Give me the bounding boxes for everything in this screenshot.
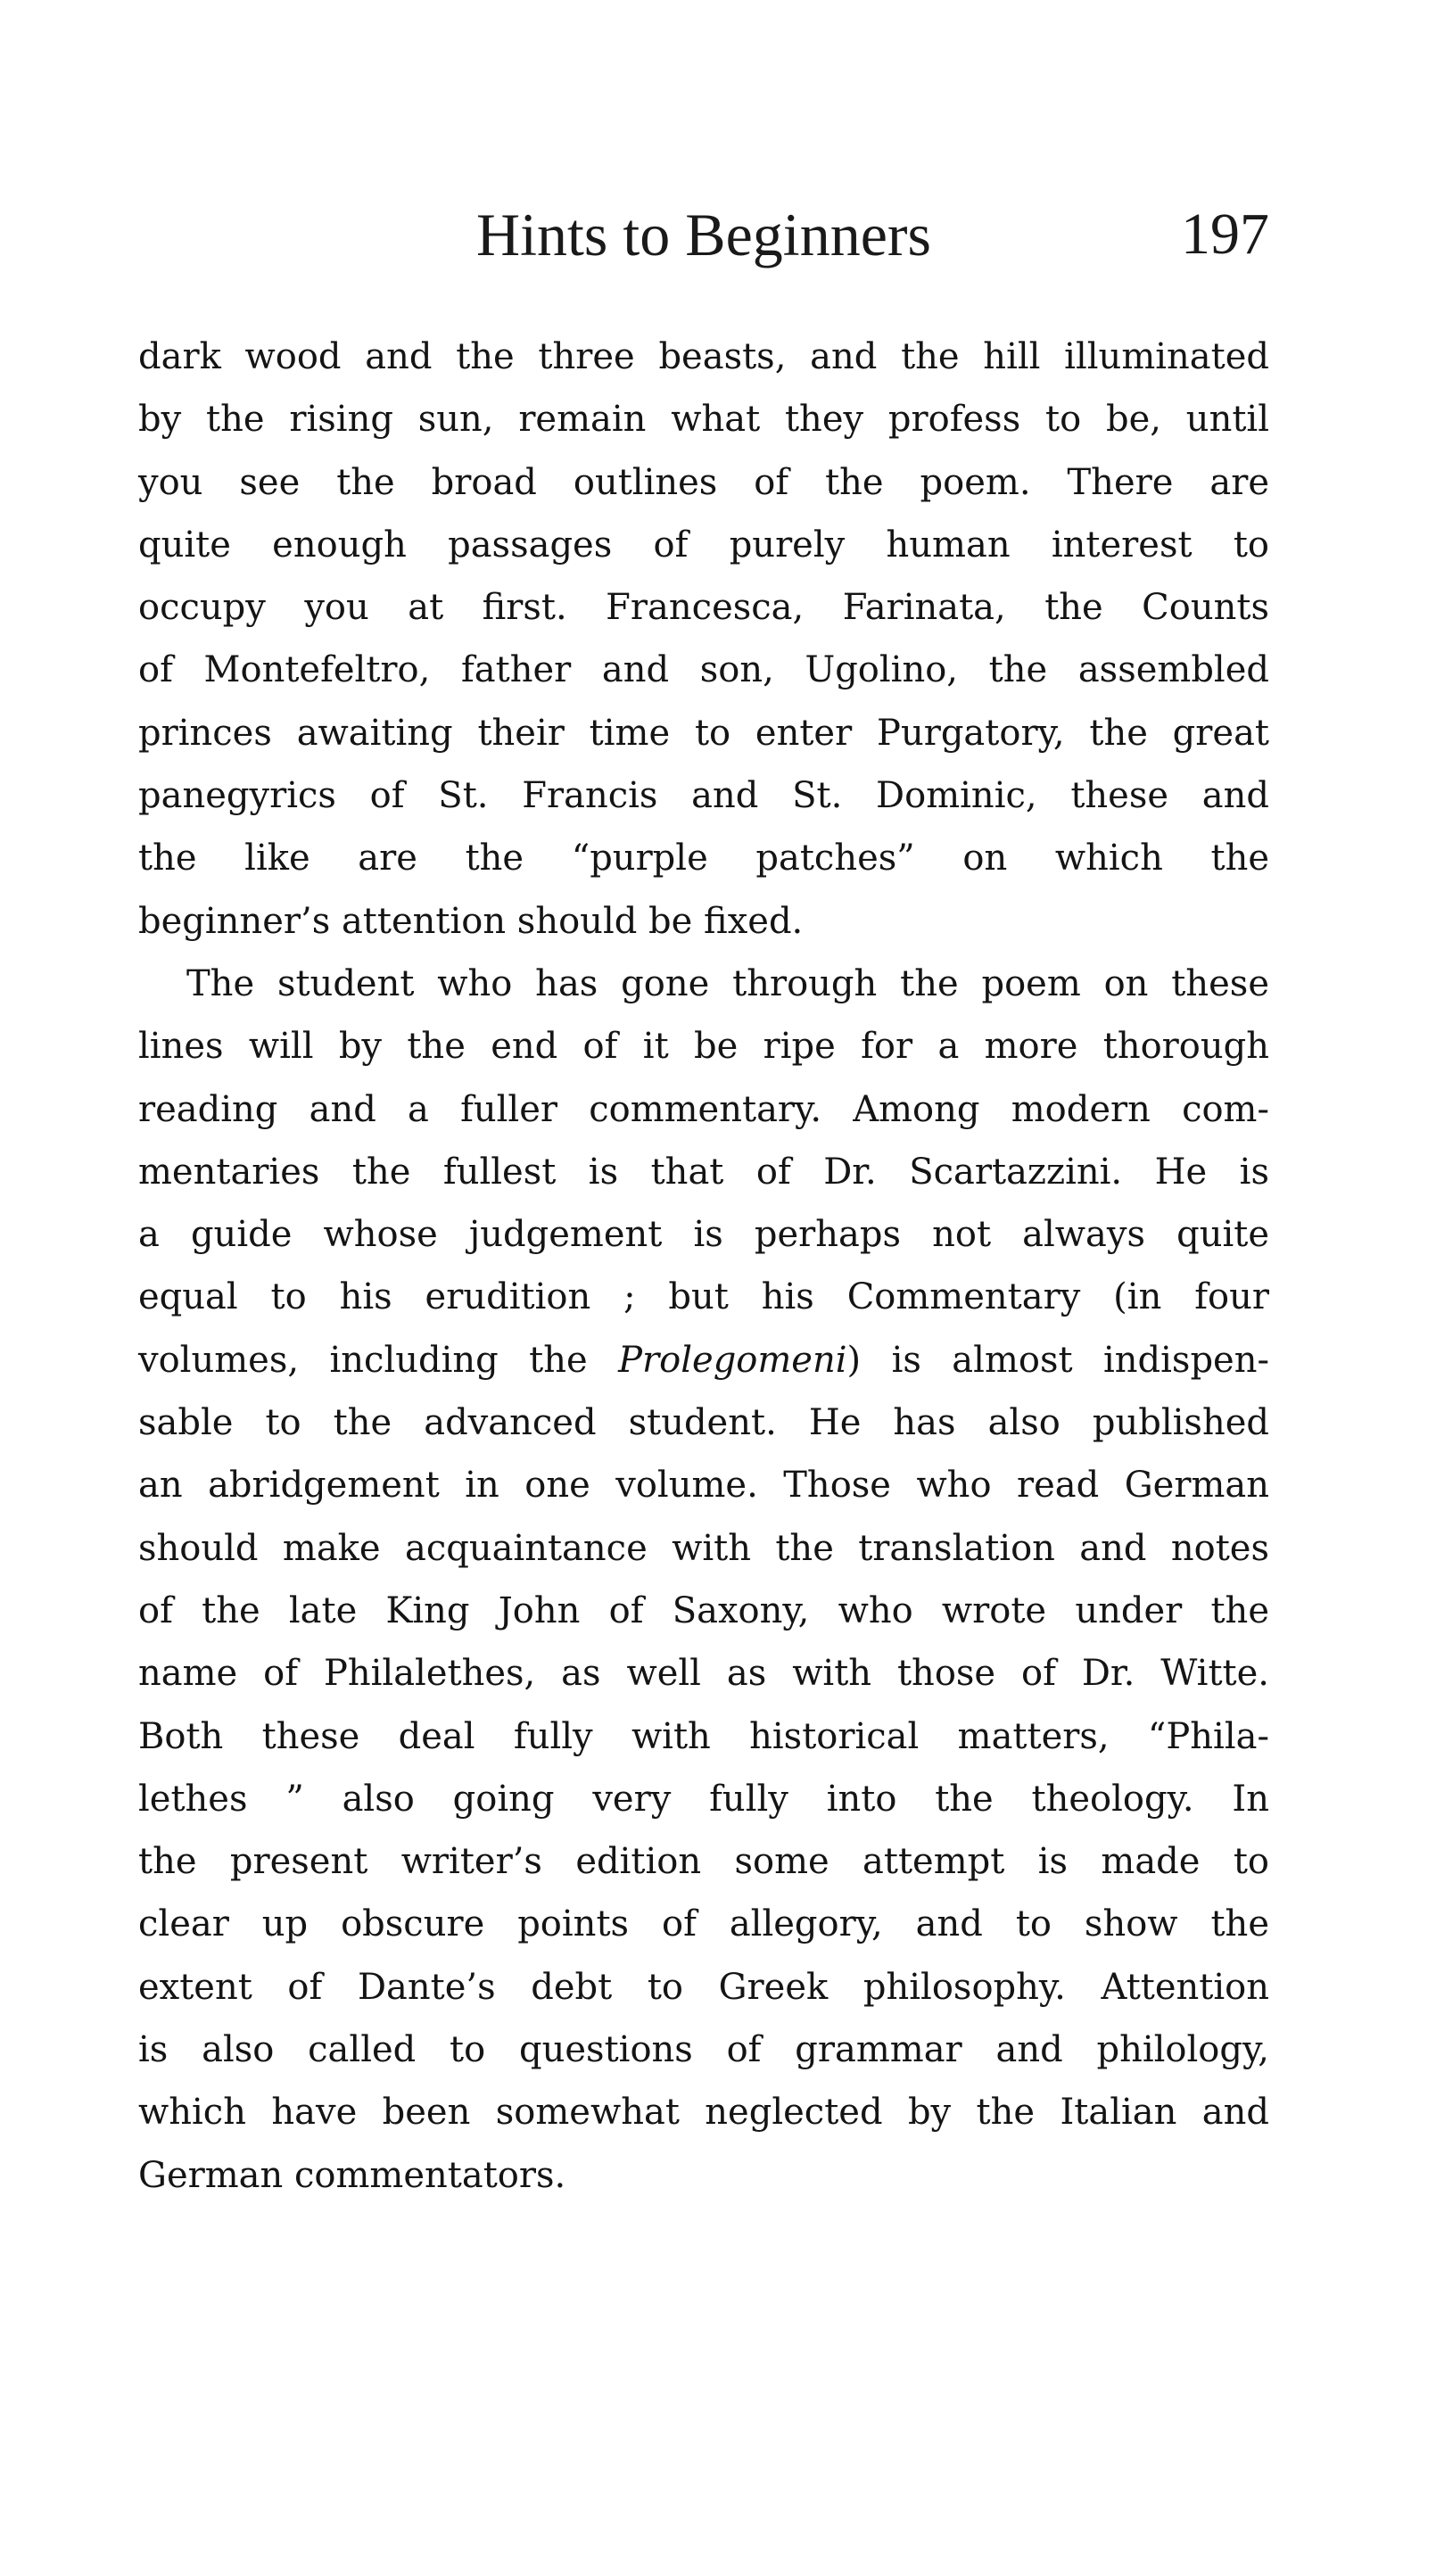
text-line: name of Philalethes, as well as with those of Dr. Witte. [138, 1653, 1269, 1695]
text-line: occupy you at first. Francesca, Farinata, the Counts [138, 587, 1269, 629]
text-line: The student who has gone through the poem on these [186, 962, 1269, 1004]
body-text [138, 326, 1269, 2207]
text-line: of Montefeltro, father and son, Ugolino, the assembled [138, 649, 1269, 691]
text-line: Both these deal fully with historical matters, “Phila- [138, 1715, 1269, 1757]
text-line: sable to the advanced student. He has also published [138, 1402, 1269, 1444]
text-run: ) is almost indispen- [846, 1339, 1270, 1381]
text-line: of the late King John of Saxony, who wrote under the [138, 1589, 1269, 1631]
text-line: equal to his erudition ; but his Commentary (in four [138, 1276, 1269, 1318]
page-number: 197 [1181, 202, 1269, 267]
text-line: quite enough passages of purely human interest to [138, 524, 1269, 566]
text-line: princes awaiting their time to enter Purgatory, the great [138, 712, 1269, 754]
text-line: is also called to questions of grammar and philology, [138, 2029, 1269, 2071]
paragraph-2 [138, 953, 1269, 2207]
text-line: mentaries the fullest is that of Dr. Scartazzini. He is [138, 1151, 1269, 1193]
text-line: a guide whose judgement is perhaps not always quite [138, 1214, 1269, 1256]
text-line: an abridgement in one volume. Those who read German [138, 1465, 1269, 1507]
text-line: dark wood and the three beasts, and the hill illuminated [138, 336, 1269, 377]
text-line: clear up obscure points of allegory, and to show the [138, 1903, 1269, 1945]
text-line: the present writer’s edition some attempt is made to [138, 1841, 1269, 1883]
text-line: lines will by the end of it be ripe for a more thorough [138, 1026, 1269, 1068]
text-line: by the rising sun, remain what they profess to be, until [138, 399, 1269, 441]
text-line: German commentators. [138, 2154, 566, 2196]
text-run: volumes, including the [138, 1339, 619, 1381]
text-line: you see the broad outlines of the poem. There are [138, 461, 1269, 503]
text-line: the like are the “purple patches” on which the [138, 838, 1269, 879]
italic-title: Prolegomeni [618, 1339, 847, 1381]
text-line: which have been somewhat neglected by the Italian and [138, 2092, 1269, 2134]
text-line-with-italic [138, 1329, 1269, 1391]
running-title: Hints to Beginners [476, 201, 931, 268]
text-line: panegyrics of St. Francis and St. Dominic, these and [138, 775, 1269, 817]
paragraph-1 [138, 326, 1269, 953]
text-line: reading and a fuller commentary. Among modern com- [138, 1088, 1269, 1130]
text-line: lethes ” also going very fully into the theology. In [138, 1778, 1269, 1820]
running-head [138, 194, 1269, 275]
text-line: extent of Dante’s debt to Greek philosophy. Attention [138, 1966, 1269, 2008]
text-line: should make acquaintance with the translation and notes [138, 1527, 1269, 1569]
text-line: beginner’s attention should be fixed. [138, 900, 804, 942]
